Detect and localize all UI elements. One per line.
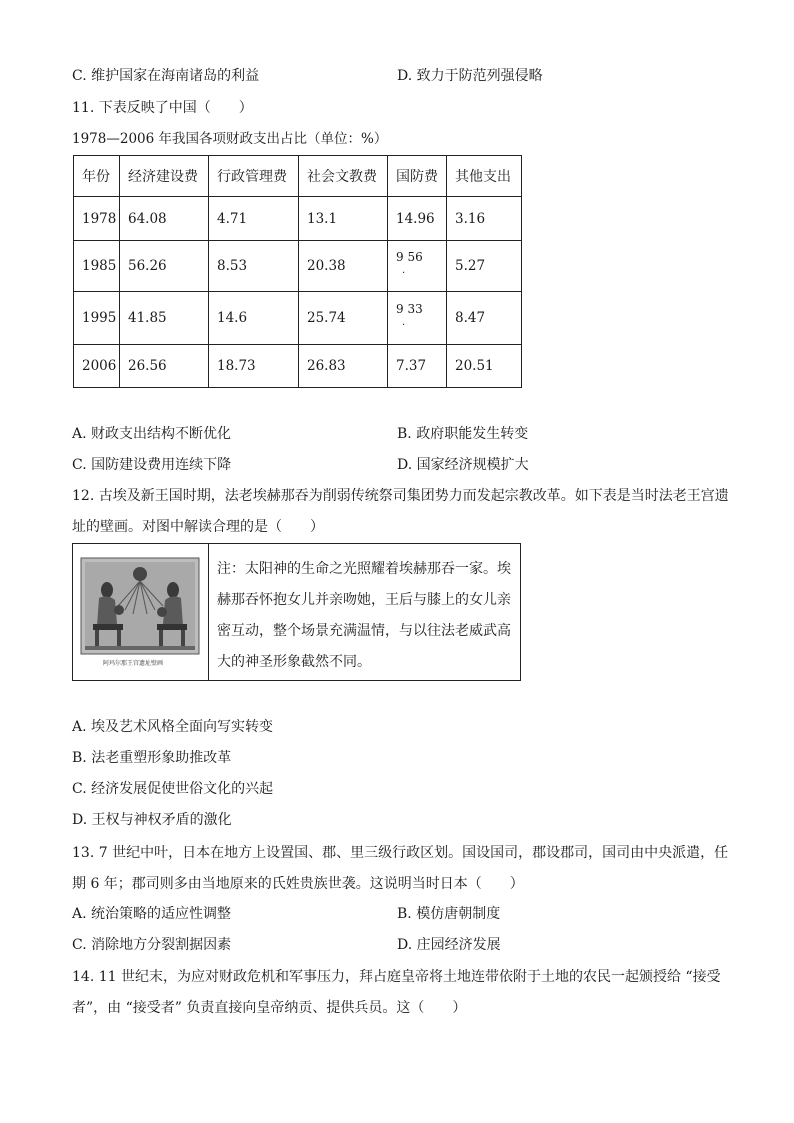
q11-table-caption: 1978—2006 年我国各项财政支出占比（单位：%） [72, 131, 388, 147]
table-cell: 8.47 [447, 292, 522, 345]
table-row [74, 345, 522, 388]
table-header-row [74, 156, 522, 197]
q10-option-d: D. 致力于防范列强侵略 [397, 68, 543, 84]
q12-option-a: A. 埃及艺术风格全面向写实转变 [72, 719, 274, 735]
header-cell: 社会文教费 [299, 156, 388, 197]
table-cell: 14.96 [388, 197, 447, 241]
table-row [74, 197, 522, 241]
table-row [74, 241, 522, 292]
mural-figure-box [72, 543, 521, 681]
q12-option-b: B. 法老重塑形象助推改革 [72, 750, 232, 766]
q11-option-c: C. 国防建设费用连续下降 [72, 457, 232, 473]
table-cell: 56.26 [120, 241, 209, 292]
mural-note: 注：太阳神的生命之光照耀着埃赫那吞一家。埃赫那吞怀抱女儿并亲吻她，王后与膝上的女儿亲密互动，整个场景充满温情，与以往法老威武高大的神圣形象截然不同。 [217, 561, 511, 670]
table-cell: 1978 [74, 197, 120, 241]
table-cell: 1995 [74, 292, 120, 345]
q13-stem-line2: 期 6 年；郡司则多由当地原来的氏姓贵族世袭。这说明当时日本（ ） [72, 876, 524, 892]
q12-option-d: D. 王权与神权矛盾的激化 [72, 812, 232, 828]
q14-stem-line1: 14. 11 世纪末，为应对财政危机和军事压力，拜占庭皇帝将土地连带依附于土地的农民一起颁授给 “接受 [72, 969, 721, 985]
table-cell: 26.83 [299, 345, 388, 388]
table-cell: 41.85 [120, 292, 209, 345]
table-cell: 18.73 [209, 345, 299, 388]
header-cell: 年份 [74, 156, 120, 197]
q13-stem-line1: 13. 7 世纪中叶，日本在地方上设置国、郡、里三级行政区划。国设国司，郡设郡司，国司由中央派遣，任 [72, 845, 729, 861]
mural-image-cell [73, 544, 209, 680]
q11-stem: 11. 下表反映了中国（ ） [72, 100, 253, 116]
table-cell: 14.6 [209, 292, 299, 345]
table-cell: 26.56 [120, 345, 209, 388]
q10-option-c: C. 维护国家在海南诸岛的利益 [72, 68, 260, 84]
q12-stem-line2: 址的壁画。对图中解读合理的是（ ） [72, 519, 324, 535]
defense-value: 9 56 [396, 250, 423, 264]
print-dot: · [402, 268, 406, 279]
q11-option-a: A. 财政支出结构不断优化 [72, 426, 232, 442]
q12-option-c: C. 经济发展促使世俗文化的兴起 [72, 781, 274, 797]
header-cell: 经济建设费 [120, 156, 209, 197]
table-cell: 7.37 [388, 345, 447, 388]
table-cell: 1985 [74, 241, 120, 292]
table-cell: 13.1 [299, 197, 388, 241]
q13-option-b: B. 模仿唐朝制度 [397, 906, 501, 922]
table-cell: 3.16 [447, 197, 522, 241]
table-cell: 5.27 [447, 241, 522, 292]
table-cell: 20.38 [299, 241, 388, 292]
q12-stem-line1: 12. 古埃及新王国时期，法老埃赫那吞为削弱传统祭司集团势力而发起宗教改革。如下表是当时法老王宫遗 [72, 488, 729, 504]
q11-option-d: D. 国家经济规模扩大 [397, 457, 529, 473]
table-cell: 20.51 [447, 345, 522, 388]
table-cell: 25.74 [299, 292, 388, 345]
header-cell: 其他支出 [447, 156, 522, 197]
print-dot: · [402, 320, 406, 331]
q13-option-a: A. 统治策略的适应性调整 [72, 906, 232, 922]
q11-option-b: B. 政府职能发生转变 [397, 426, 529, 442]
mural-image-caption: 阿玛尔那王宫遗址壁画 [103, 660, 164, 667]
header-cell: 行政管理费 [209, 156, 299, 197]
table-cell-defense [388, 292, 447, 345]
table-row [74, 292, 522, 345]
q13-option-d: D. 庄园经济发展 [397, 937, 501, 953]
table-cell: 4.71 [209, 197, 299, 241]
fiscal-expenditure-table [73, 155, 522, 388]
defense-value: 9 33 [396, 302, 423, 316]
table-cell: 8.53 [209, 241, 299, 292]
q14-stem-line2: 者”，由 “接受者” 负责直接向皇帝纳贡、提供兵员。这（ ） [72, 1000, 467, 1016]
table-cell-defense [388, 241, 447, 292]
table-cell: 64.08 [120, 197, 209, 241]
table-cell: 2006 [74, 345, 120, 388]
header-cell: 国防费 [388, 156, 447, 197]
q13-option-c: C. 消除地方分裂割据因素 [72, 937, 232, 953]
